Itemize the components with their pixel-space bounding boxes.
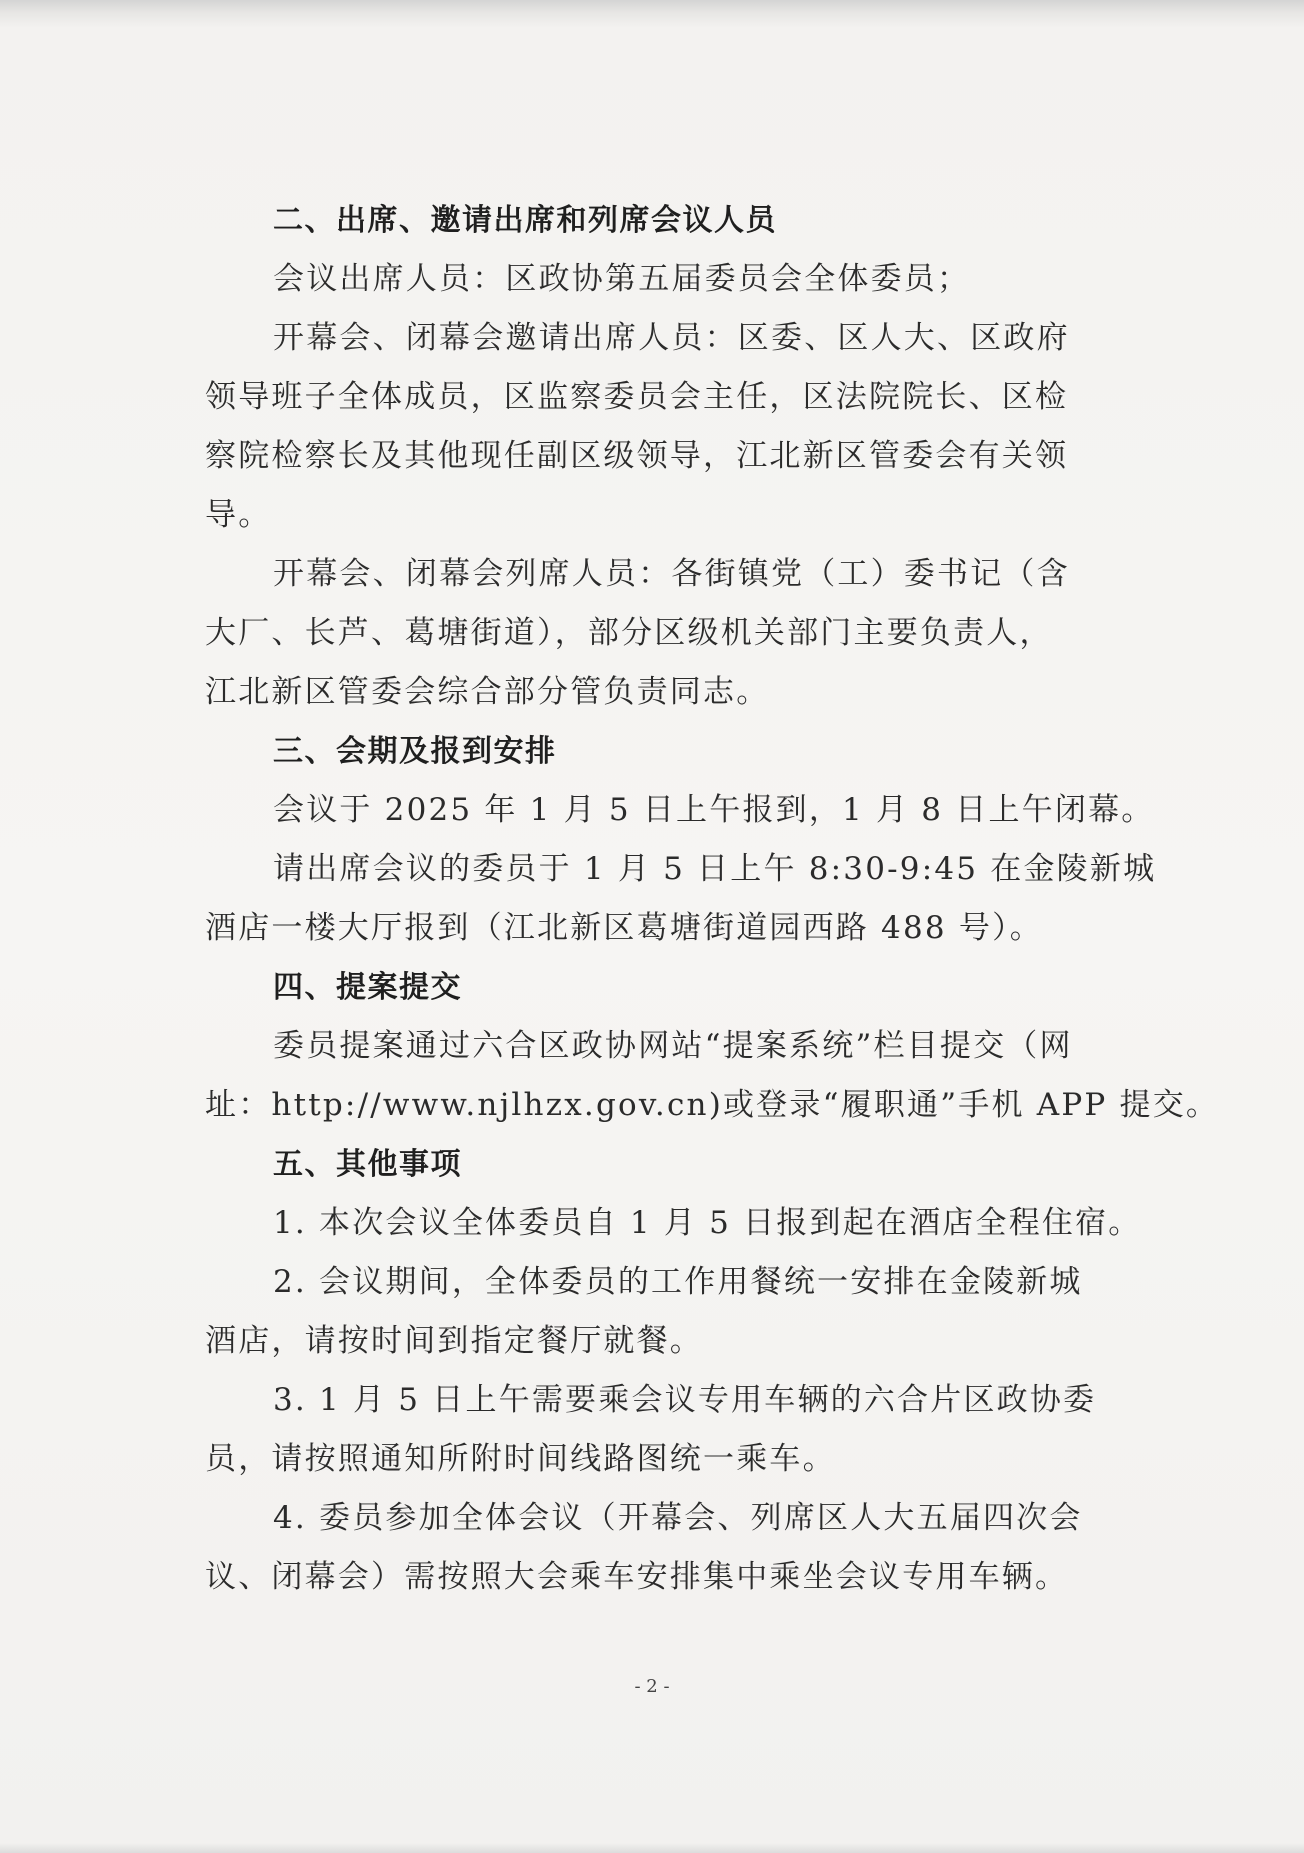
paragraph-line: 大厂、长芦、葛塘街道），部分区级机关部门主要负责人，	[205, 615, 1053, 651]
list-item-4-continued: 议、闭幕会）需按照大会乘车安排集中乘坐会议专用车辆。	[205, 1559, 1069, 1595]
paragraph-line: 开幕会、闭幕会列席人员：各街镇党（工）委书记（含	[273, 556, 1070, 592]
paragraph-line: 导。	[205, 497, 272, 533]
scan-edge-top	[0, 0, 1304, 28]
section-heading-other: 五、其他事项	[273, 1147, 462, 1182]
paragraph-line: 请出席会议的委员于 1 月 5 日上午 8:30-9:45 在金陵新城	[273, 851, 1157, 887]
list-item-1: 1. 本次会议全体委员自 1 月 5 日报到起在酒店全程住宿。	[273, 1205, 1142, 1241]
paragraph-line: 开幕会、闭幕会邀请出席人员：区委、区人大、区政府	[273, 320, 1070, 356]
paragraph-line: 领导班子全体成员，区监察委员会主任，区法院院长、区检	[205, 379, 1069, 415]
paragraph-line: 委员提案通过六合区政协网站“提案系统”栏目提交（网	[273, 1028, 1073, 1064]
section-heading-proposals: 四、提案提交	[273, 970, 462, 1005]
paragraph-line: 察院检察长及其他现任副区级领导，江北新区管委会有关领	[205, 438, 1069, 474]
list-item-3-continued: 员，请按照通知所附时间线路图统一乘车。	[205, 1441, 836, 1477]
paragraph-line: 会议出席人员：区政协第五届委员会全体委员；	[273, 261, 971, 297]
page-number: - 2 -	[634, 1676, 670, 1697]
list-item-2-continued: 酒店，请按时间到指定餐厅就餐。	[205, 1323, 703, 1359]
list-item-3: 3. 1 月 5 日上午需要乘会议专用车辆的六合片区政协委	[273, 1382, 1097, 1418]
list-item-2: 2. 会议期间，全体委员的工作用餐统一安排在金陵新城	[273, 1264, 1083, 1300]
paragraph-line-url: 址：http://www.njlhzx.gov.cn)或登录“履职通”手机 APP 提交。	[205, 1087, 1220, 1123]
document-body	[205, 191, 1220, 1607]
scan-edge-bottom	[0, 1843, 1304, 1853]
paragraph-line: 酒店一楼大厅报到（江北新区葛塘街道园西路 488 号）。	[205, 910, 1043, 946]
paragraph-line: 会议于 2025 年 1 月 5 日上午报到，1 月 8 日上午闭幕。	[273, 792, 1155, 828]
section-heading-schedule: 三、会期及报到安排	[273, 734, 557, 769]
list-item-4: 4. 委员参加全体会议（开幕会、列席区人大五届四次会	[273, 1500, 1083, 1536]
paragraph-line: 江北新区管委会综合部分管负责同志。	[205, 674, 770, 710]
section-heading-attendees: 二、出席、邀请出席和列席会议人员	[273, 203, 777, 238]
